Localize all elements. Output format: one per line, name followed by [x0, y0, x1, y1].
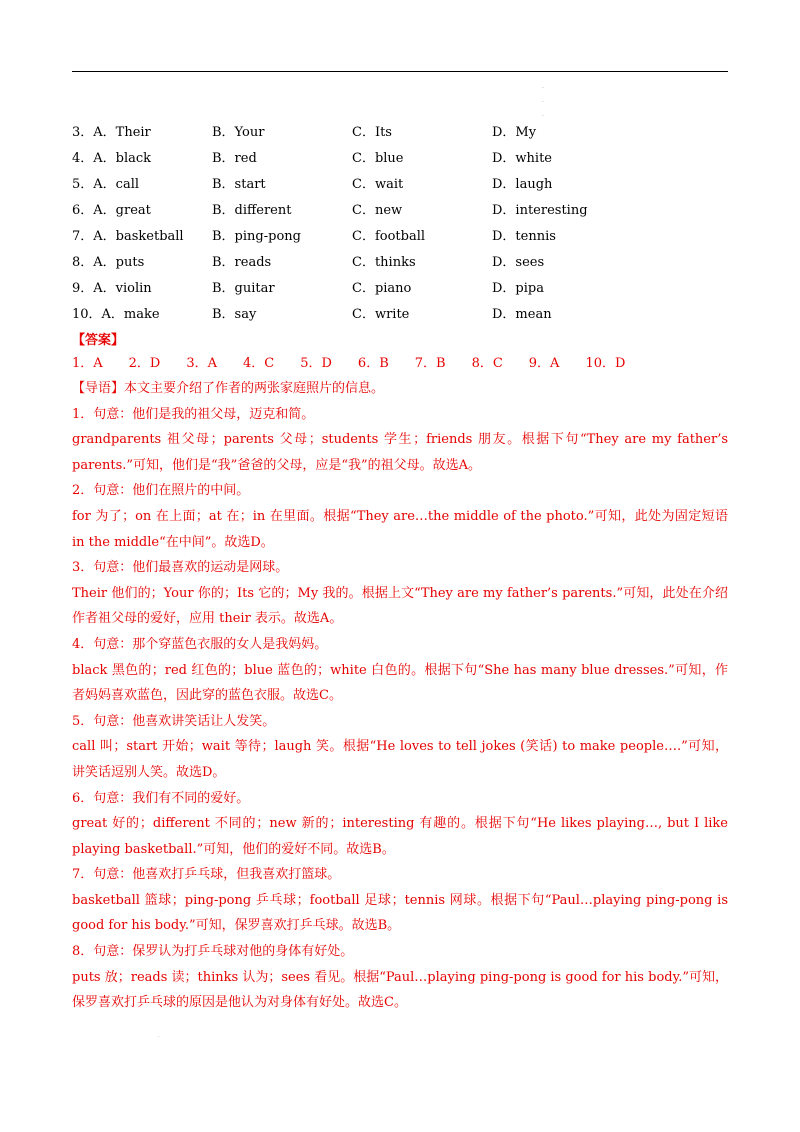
- answer-section: [72, 330, 728, 1016]
- explanation-4-detail: black 黑色的；red 红色的；blue 蓝色的；white 白色的。根据下句“She has many blue dresses.”可知，作者妈妈喜欢蓝色，因此穿的蓝色衣服。故选C。: [72, 662, 728, 704]
- explanation-1-detail: grandparents 祖父母；parents 父母；students 学生；friends 朋友。根据下句“They are my father’s parents.”可知，他们是“我”爸爸的父母，应是“我”的祖父母。故选A。: [72, 432, 728, 473]
- option-a: 4．A．black: [72, 151, 152, 166]
- guide-text: 【导语】本文主要介绍了作者的两张家庭照片的信息。: [72, 381, 385, 396]
- option-b: B．ping-pong: [212, 229, 301, 244]
- option-d: D．pipa: [492, 281, 544, 296]
- explanation-1-meaning: 1．句意：他们是我的祖父母，迈克和简。: [72, 406, 315, 422]
- explanation-8-detail: puts 放；reads 读；thinks 认为；sees 看见。根据“Paul…playing ping-pong is good for his body.”可知，保罗喜欢打乒乓球的原因是他认为对身体有好处。故选C。: [72, 969, 728, 1011]
- option-c: C．thinks: [352, 255, 416, 270]
- option-row-7: [72, 224, 728, 250]
- option-a: 9．A．violin: [72, 281, 152, 296]
- option-d: D．interesting: [492, 203, 588, 218]
- option-b: B．start: [212, 177, 266, 192]
- option-b: B．Your: [212, 125, 265, 140]
- option-d: D．white: [492, 151, 552, 166]
- option-row-10: [72, 302, 728, 328]
- option-a: 8．A．puts: [72, 255, 145, 270]
- option-row-8: [72, 250, 728, 276]
- explanation-8-meaning: 8．句意：保罗认为打乒乓球对他的身体有好处。: [72, 944, 354, 960]
- explanation-6-detail: great 好的；different 不同的；new 新的；interesting 有趣的。根据下句“He likes playing…, but I like playing basketball.”可知，他们的爱好不同。故选B。: [72, 816, 728, 857]
- option-b: B．say: [212, 307, 257, 322]
- option-c: C．Its: [352, 125, 392, 140]
- explanation-5-detail: call 叫；start 开始；wait 等待；laugh 笑。根据“He loves to tell jokes (笑话) to make people….”可知，讲笑话逗别人笑。故选D。: [72, 739, 728, 780]
- option-b: B．guitar: [212, 281, 275, 296]
- option-d: D．My: [492, 125, 537, 140]
- explanation-5-meaning: 5．句意：他喜欢讲笑话让人发笑。: [72, 713, 276, 729]
- answer-keys: 1．A 2．D 3．A 4．C 5．D 6．B 7．B 8．C 9．A 10．D: [72, 356, 626, 371]
- explanation-3-meaning: 3．句意：他们最喜欢的运动是网球。: [72, 560, 289, 576]
- header-rule: [72, 71, 728, 72]
- option-a: 6．A．great: [72, 203, 151, 218]
- explanation-3-detail: Their 他们的；Your 你的；Its 它的；My 我的。根据上文“They are my father’s parents.”可知，此处在介绍作者祖父母的爱好，应用 their 表示。故选A。: [72, 585, 728, 627]
- option-row-3: [72, 120, 728, 146]
- option-c: C．football: [352, 229, 426, 244]
- margin-dots: · · ·: [542, 85, 544, 120]
- option-row-5: [72, 172, 728, 198]
- option-row-4: [72, 146, 728, 172]
- explanation-6-meaning: 6．句意：我们有不同的爱好。: [72, 790, 250, 806]
- option-a: 7．A．basketball: [72, 229, 184, 244]
- option-a: 3．A．Their: [72, 125, 151, 140]
- option-row-9: [72, 276, 728, 302]
- option-c: C．blue: [352, 151, 404, 166]
- answer-heading: 【答案】: [72, 333, 125, 348]
- option-c: C．wait: [352, 177, 404, 192]
- option-c: C．piano: [352, 281, 412, 296]
- footer-dot: ·: [158, 1034, 160, 1041]
- option-row-6: [72, 198, 728, 224]
- explanation-body: [72, 376, 728, 1016]
- option-a: 10．A．make: [72, 307, 160, 322]
- explanation-4-meaning: 4．句意：那个穿蓝色衣服的女人是我妈妈。: [72, 636, 328, 652]
- option-b: B．red: [212, 151, 257, 166]
- options-list: [72, 120, 728, 328]
- option-d: D．sees: [492, 255, 545, 270]
- explanation-2-meaning: 2．句意：他们在照片的中间。: [72, 483, 250, 499]
- explanation-7-meaning: 7．句意：他喜欢打乒乓球，但我喜欢打篮球。: [72, 867, 341, 883]
- option-d: D．laugh: [492, 177, 553, 192]
- option-c: C．write: [352, 307, 410, 322]
- option-c: C．new: [352, 203, 403, 218]
- explanation-2-detail: for 为了；on 在上面；at 在；in 在里面。根据“They are…the middle of the photo.”可知，此处为固定短语 in the middle“在中间”。故选D。: [72, 508, 728, 550]
- option-a: 5．A．call: [72, 177, 140, 192]
- option-b: B．different: [212, 203, 292, 218]
- option-b: B．reads: [212, 255, 272, 270]
- explanation-7-detail: basketball 篮球；ping-pong 乒乓球；football 足球；tennis 网球。根据下句“Paul…playing ping-pong is good for his body.”可知，保罗喜欢打乒乓球。故选B。: [72, 892, 728, 934]
- option-d: D．tennis: [492, 229, 556, 244]
- option-d: D．mean: [492, 307, 552, 322]
